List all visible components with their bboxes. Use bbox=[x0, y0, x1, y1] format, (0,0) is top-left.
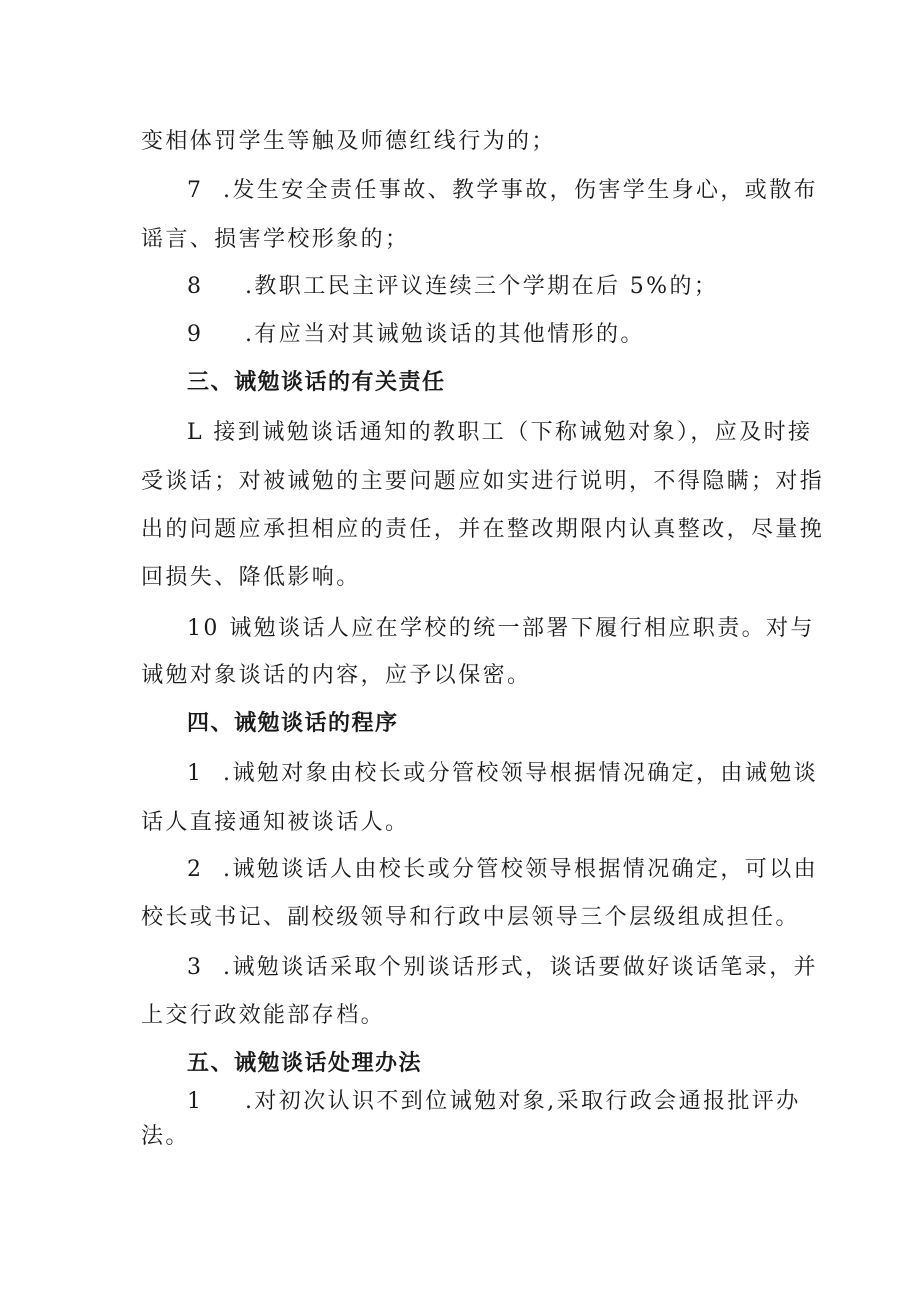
list-item-step-1 bbox=[187, 759, 818, 789]
list-item-step-3 bbox=[187, 953, 818, 983]
item-text: .有应当对其诫勉谈话的其他情形的。 bbox=[245, 322, 645, 347]
item-text: .诫勉谈话人由校长或分管校领导根据情况确定，可以由 bbox=[223, 857, 818, 882]
item-text: .对初次认识不到位诫勉对象,采取行政会通报批评办 bbox=[245, 1089, 801, 1114]
text-line: 话人直接通知被谈话人。 bbox=[141, 810, 410, 835]
text-line: 法。 bbox=[141, 1124, 190, 1149]
item-number: 1 bbox=[187, 1089, 204, 1114]
item-number: 8 bbox=[187, 274, 204, 299]
list-item-7 bbox=[187, 176, 818, 206]
paragraph-line: 回损失、降低影响。 bbox=[141, 565, 361, 590]
list-item-measure-1 bbox=[187, 1087, 801, 1117]
paragraph-line: 出的问题应承担相应的责任，并在整改期限内认真整改，尽量挽 bbox=[141, 517, 825, 542]
list-item-step-2 bbox=[187, 855, 818, 885]
item-number: 7 bbox=[187, 178, 204, 203]
text-line: 上交行政效能部存档。 bbox=[141, 1003, 386, 1028]
section-heading-3: 三、诫勉谈话的有关责任 bbox=[187, 370, 446, 395]
paragraph-line: 诫勉对象谈话的内容，应予以保密。 bbox=[141, 663, 532, 688]
item-text: .诫勉对象由校长或分管校领导根据情况确定，由诫勉谈 bbox=[223, 761, 818, 786]
section-heading-4: 四、诫勉谈话的程序 bbox=[187, 711, 399, 736]
paragraph-line: L 接到诫勉谈话通知的教职工（下称诫勉对象），应及时接 bbox=[187, 420, 813, 445]
list-item-8 bbox=[187, 272, 718, 302]
item-number: 9 bbox=[187, 322, 204, 347]
list-item-9 bbox=[187, 320, 645, 350]
item-number: 2 bbox=[187, 857, 204, 882]
paragraph-line: 10 诫勉谈话人应在学校的统一部署下履行相应职责。对与 bbox=[187, 616, 815, 641]
item-text: .发生安全责任事故、教学事故，伤害学生身心，或散布 bbox=[223, 178, 818, 203]
text-line: 谣言、损害学校形象的； bbox=[141, 227, 410, 252]
item-number: 3 bbox=[187, 955, 204, 980]
section-heading-5: 五、诫勉谈话处理办法 bbox=[187, 1051, 423, 1076]
item-number: 1 bbox=[187, 761, 204, 786]
text-line: 校长或书记、副校级领导和行政中层领导三个层级组成担任。 bbox=[141, 905, 800, 930]
paragraph-line: 受谈话；对被诫勉的主要问题应如实进行说明，不得隐瞒；对指 bbox=[141, 469, 825, 494]
item-text: .教职工民主评议连续三个学期在后 5%的； bbox=[245, 274, 719, 299]
item-text: .诫勉谈话采取个别谈话形式，谈话要做好谈话笔录，并 bbox=[223, 955, 818, 980]
text-line: 变相体罚学生等触及师德红线行为的； bbox=[141, 129, 556, 154]
